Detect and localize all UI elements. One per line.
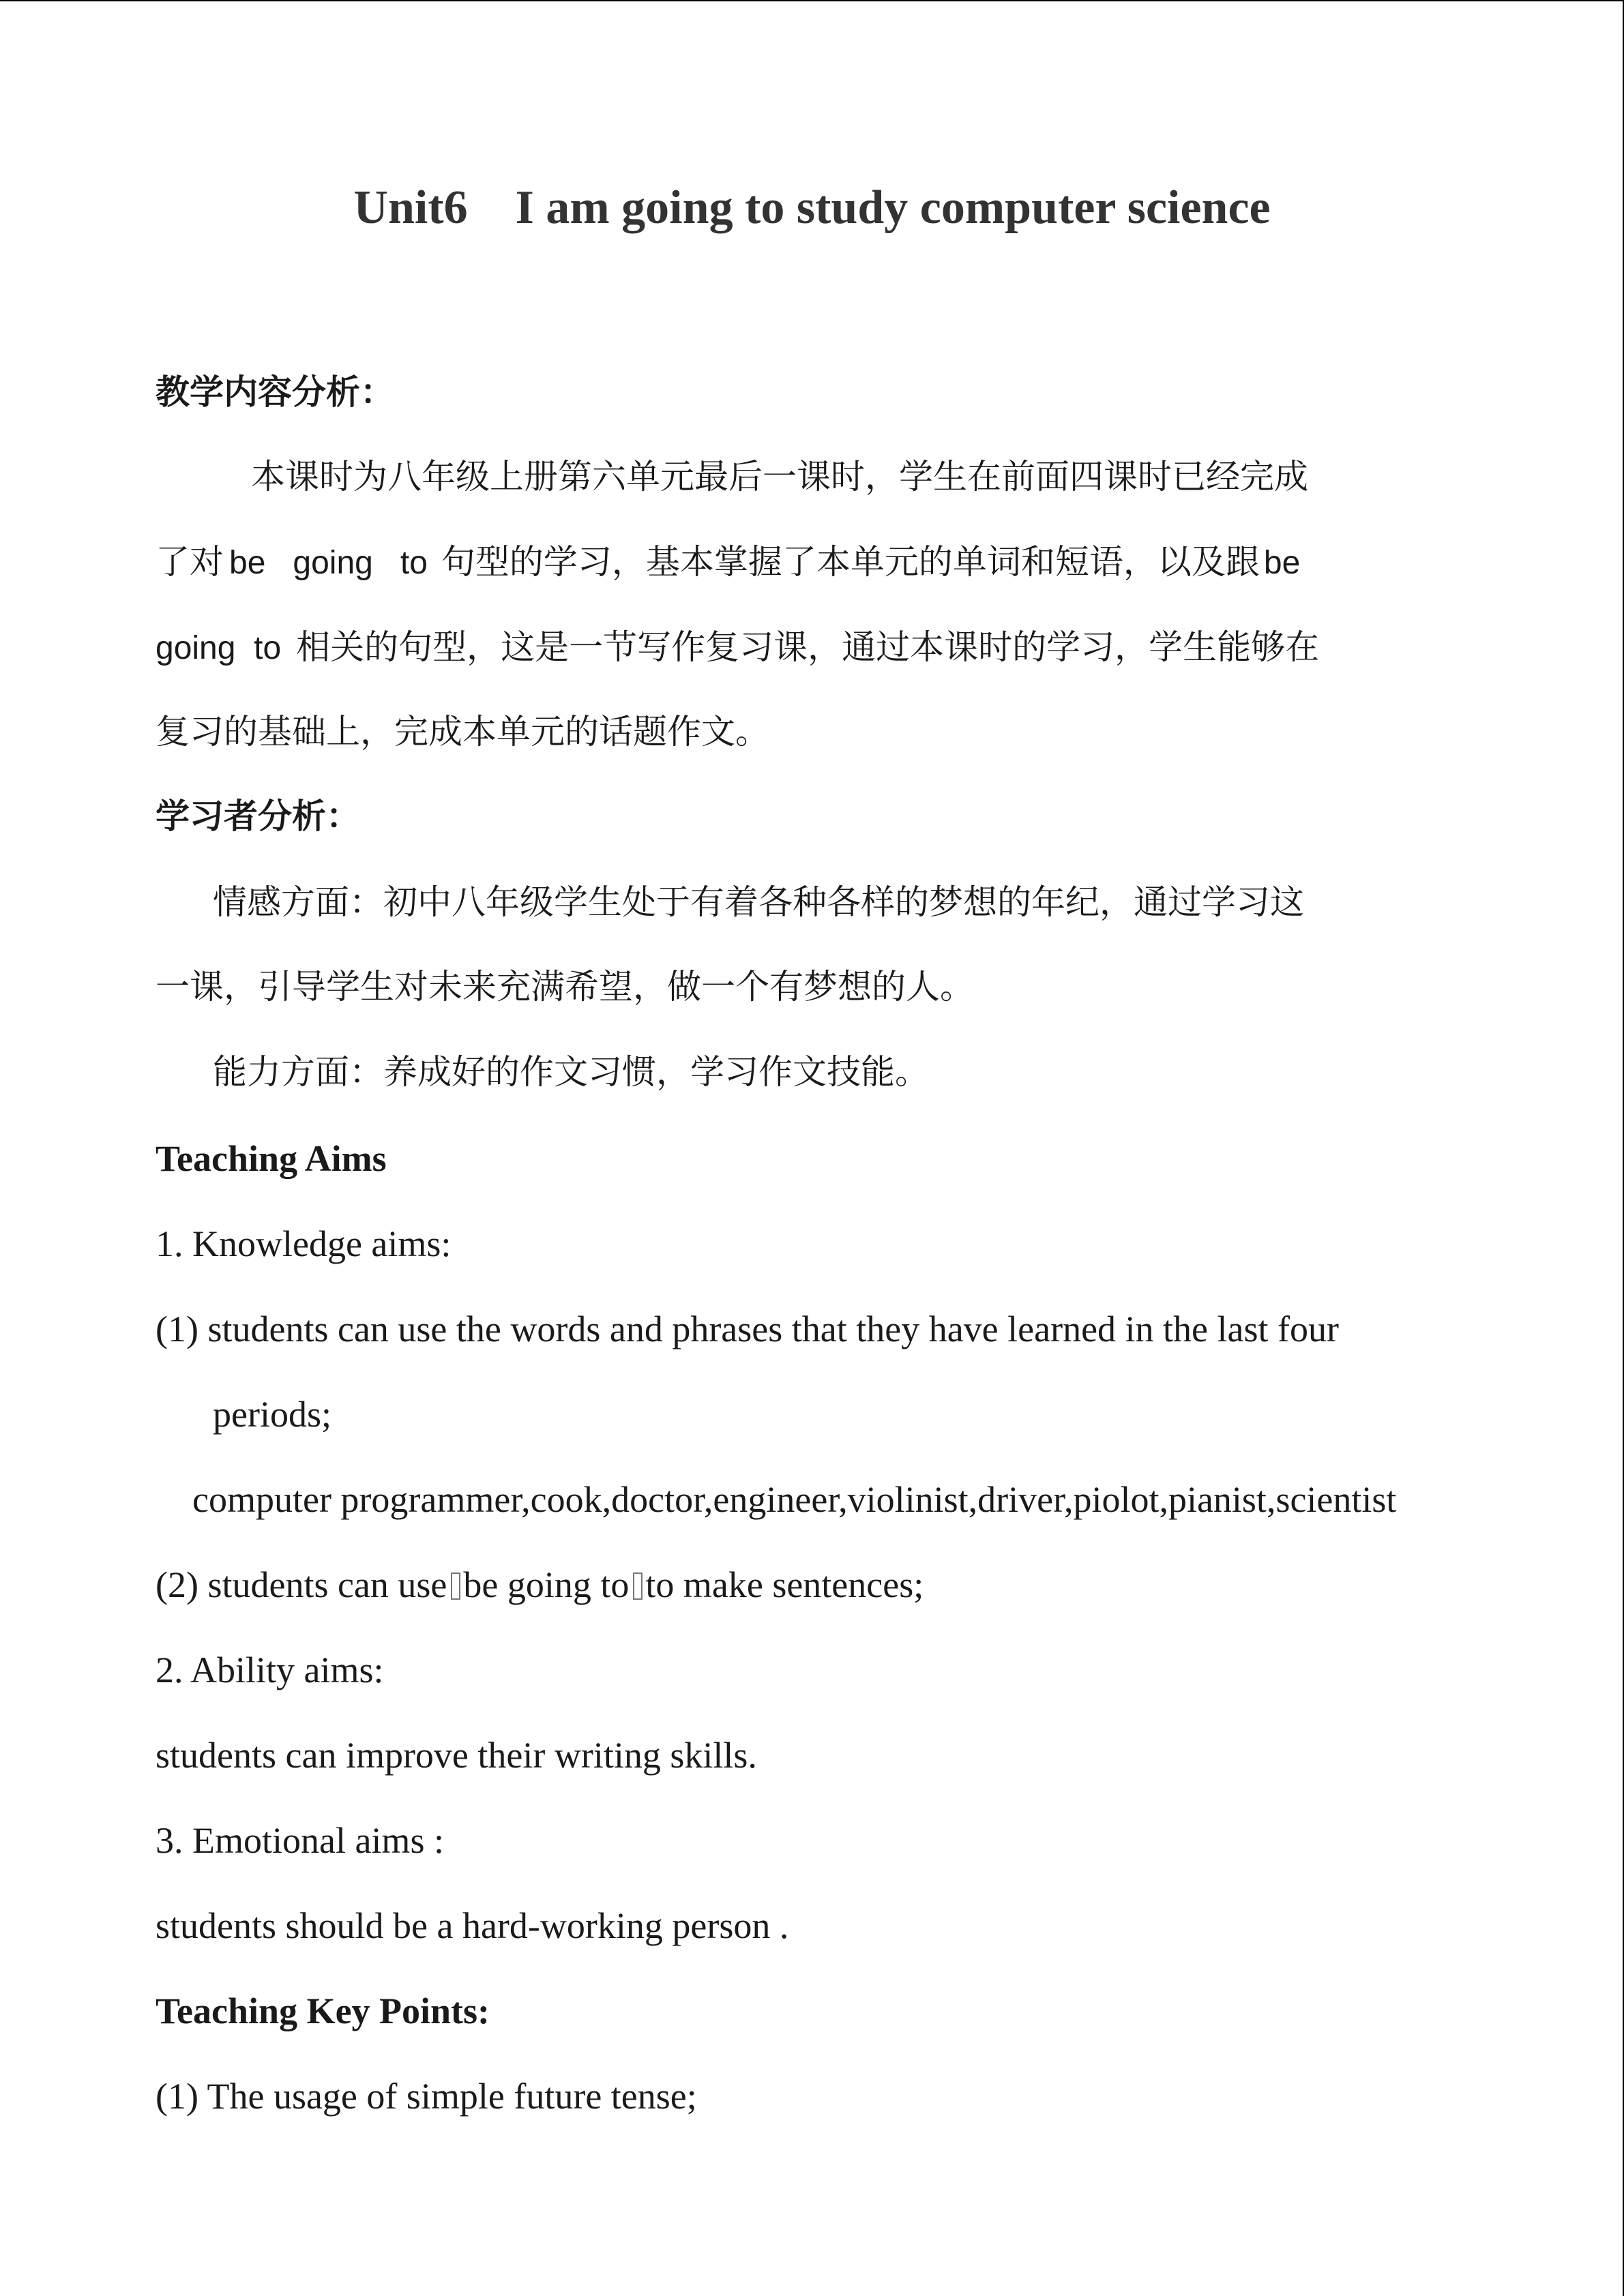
text-run-latin: be going to bbox=[229, 545, 428, 581]
text-run-latin: be bbox=[1263, 545, 1301, 581]
text-run: to make sentences; bbox=[645, 1564, 924, 1605]
section-heading-key-points: Teaching Key Points: bbox=[156, 1991, 490, 2031]
paragraph-line: 复习的基础上，完成本单元的话题作文。 bbox=[156, 712, 769, 751]
section-heading-teaching-aims: Teaching Aims bbox=[156, 1138, 387, 1179]
emotional-aims-label: 3. Emotional aims : bbox=[156, 1820, 444, 1861]
text-run: 相关的句型，这是一节写作复习课，通过本课时的学习，学生能够在 bbox=[296, 627, 1320, 667]
key-point-item: (1) The usage of simple future tense; bbox=[156, 2076, 697, 2117]
aims-item bbox=[156, 1566, 924, 1603]
ability-aims-text: students can improve their writing skills. bbox=[156, 1735, 757, 1776]
emotional-aims-text: students should be a hard-working person . bbox=[156, 1905, 789, 1946]
paragraph-line bbox=[156, 627, 1320, 667]
text-run: be going to bbox=[463, 1564, 630, 1605]
page-title: Unit6 I am going to study computer science bbox=[353, 181, 1271, 234]
text-run-latin: going to bbox=[156, 630, 282, 666]
paragraph-line: 本课时为八年级上册第六单元最后一课时，学生在前面四课时已经完成 bbox=[251, 457, 1308, 496]
missing-glyph-box bbox=[451, 1572, 460, 1600]
paragraph-line: 一课，引导学生对未来充满希望，做一个有梦想的人。 bbox=[156, 967, 974, 1007]
paragraph-line: 能力方面：养成好的作文习惯，学习作文技能。 bbox=[213, 1052, 929, 1092]
text-run: 句型的学习，基本掌握了本单元的单词和短语，以及跟 bbox=[441, 542, 1260, 582]
aims-item: (1) students can use the words and phrases that they have learned in the last four bbox=[156, 1309, 1339, 1350]
section-heading-content-analysis: 教学内容分析： bbox=[156, 372, 394, 412]
ability-aims-label: 2. Ability aims: bbox=[156, 1650, 384, 1690]
vocabulary-list: computer programmer,cook,doctor,engineer,violinist,driver,piolot,pianist,scientist bbox=[192, 1479, 1397, 1520]
missing-glyph-box bbox=[633, 1572, 643, 1600]
section-heading-learner-analysis: 学习者分析： bbox=[156, 796, 360, 836]
text-run: 了对 bbox=[156, 542, 224, 582]
paragraph-line bbox=[156, 542, 1301, 582]
knowledge-aims-label: 1. Knowledge aims: bbox=[156, 1223, 452, 1264]
text-run: (2) students can use bbox=[156, 1564, 447, 1605]
paragraph-line: 情感方面：初中八年级学生处于有着各种各样的梦想的年纪，通过学习这 bbox=[213, 882, 1304, 922]
aims-item-continuation: periods; bbox=[213, 1394, 331, 1435]
